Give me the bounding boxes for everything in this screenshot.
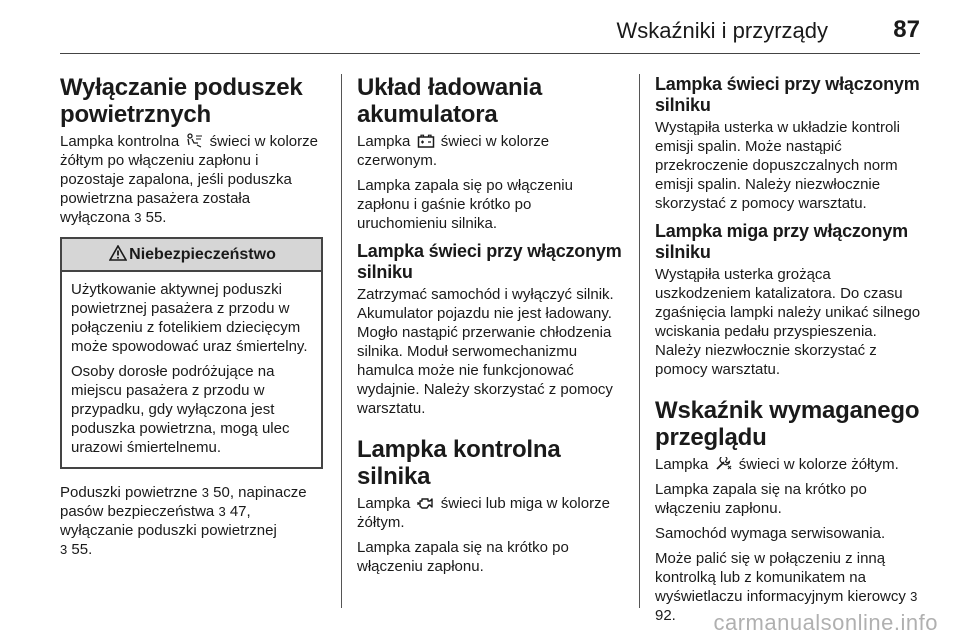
- battery-icon: [417, 134, 435, 148]
- paragraph: Zatrzymać samochód i wyłączyć silnik. Akumulator pojazdu nie jest ładowany. Mogło nastąpić przerwanie chłodzenia silnika. Moduł serwomechanizmu hamulca może nie funkcjonować wydajnie. Należy skorzystać z pomocy warsztatu.: [357, 286, 614, 417]
- subheading: Lampka świeci przy włączonym silniku: [357, 241, 622, 282]
- warning-triangle-icon: [109, 245, 127, 261]
- subheading: Lampka miga przy włączonym silniku: [655, 221, 908, 262]
- paragraph: Może palić się w połączeniu z inną kontrolką lub z komunikatem na wyświetlaczu informacyjnym kierowcy 3 92.: [655, 550, 918, 624]
- subheading: Lampka świeci przy włączonym silniku: [655, 74, 920, 115]
- column-3: [655, 74, 923, 631]
- reference-arrow-icon: 3: [218, 504, 226, 519]
- page-header: [60, 10, 920, 54]
- column-divider: [341, 74, 342, 608]
- paragraph: Lampka zapala się po włączeniu zapłonu i gaśnie krótko po uruchomieniu silnika.: [357, 177, 573, 232]
- paragraph: Lampka zapala się na krótko po włączeniu zapłonu.: [655, 481, 867, 517]
- reference-arrow-icon: 3: [134, 210, 142, 225]
- section-heading: Lampka kontrolna silnika: [357, 436, 561, 490]
- reference-arrow-icon: 3: [910, 589, 918, 604]
- paragraph: Użytkowanie aktywnej poduszki powietrznej pasażera z przodu w połączeniu z fotelikiem dziecięcym może spowodować uraz śmiertelny.: [71, 281, 308, 355]
- section-heading: Wyłączanie poduszek powietrznych: [60, 74, 303, 128]
- header-title: Wskaźniki i przyrządy: [616, 18, 828, 43]
- paragraph: Lampka świeci lub miga w kolorze żółtym.: [357, 495, 610, 531]
- paragraph: Lampka świeci w kolorze czerwonym.: [357, 133, 550, 169]
- paragraph: Poduszki powietrzne 3 50, napinacze pasów bezpieczeństwa 3 47, wyłączanie poduszki powietrznej 3 55.: [60, 484, 307, 558]
- reference-arrow-icon: 3: [60, 542, 68, 557]
- service-wrench-icon: [715, 457, 733, 471]
- page-number: 87: [893, 16, 920, 43]
- header-rule: [60, 53, 920, 54]
- danger-box-header: [62, 239, 321, 272]
- paragraph: Wystąpiła usterka grożąca uszkodzeniem katalizatora. Do czasu zgaśnięcia lampki należy unikać silnego wciskania pedału przyspieszenia. Należy niezwłocznie skorzystać z pomocy warsztatu.: [655, 266, 921, 378]
- engine-icon: [417, 496, 435, 510]
- danger-box-title: Niebezpieczeństwo: [129, 246, 276, 263]
- column-1: [60, 74, 323, 565]
- paragraph: Wystąpiła usterka w układzie kontroli emisji spalin. Może nastąpić przekroczenie dopuszczalnych norm emisji spalin. Należy niezwłocznie skorzystać z pomocy warsztatu.: [655, 119, 900, 212]
- paragraph: Lampka kontrolna świeci w kolorze żółtym po włączeniu zapłonu i pozostaje zapalona, jeśli poduszka powietrzna pasażera została wyłączona 3 55.: [60, 133, 318, 226]
- section-heading: Układ ładowania akumulatora: [357, 74, 543, 128]
- airbag-off-icon: [185, 133, 203, 148]
- reference-arrow-icon: 3: [201, 485, 209, 500]
- danger-box: [60, 237, 323, 469]
- paragraph: Lampka zapala się na krótko po włączeniu zapłonu.: [357, 539, 569, 575]
- danger-box-body: [62, 272, 321, 467]
- watermark: carmanualsonline.info: [713, 610, 938, 635]
- paragraph: Lampka świeci w kolorze żółtym.: [655, 456, 899, 473]
- paragraph: Samochód wymaga serwisowania.: [655, 525, 886, 542]
- section-heading: Wskaźnik wymaganego przeglądu: [655, 397, 920, 451]
- column-2: [357, 74, 622, 582]
- column-divider: [639, 74, 640, 608]
- paragraph: Osoby dorosłe podróżujące na miejscu pasażera z przodu w przypadku, gdy wyłączona jest poduszka powietrzna, mogą ulec urazowi śmiertelnemu.: [71, 363, 290, 456]
